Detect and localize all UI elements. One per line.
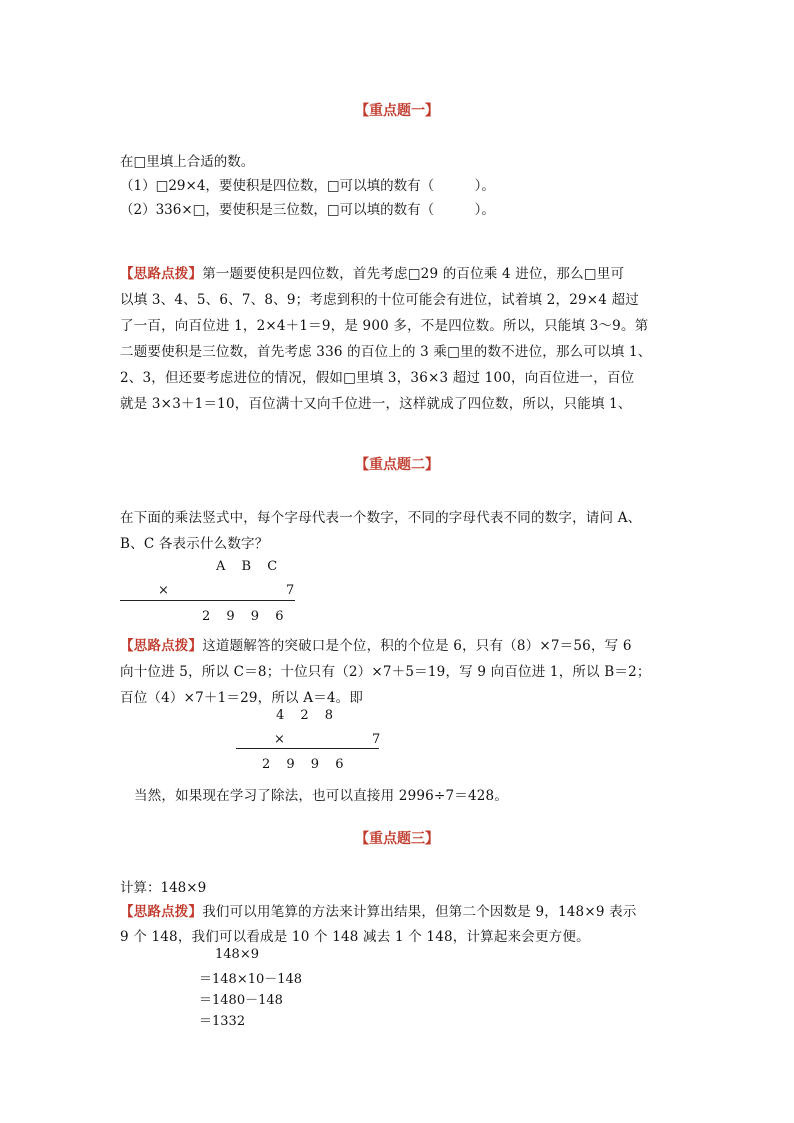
s1-hint-line-3: 了一百，向百位进 1，2×4＋1＝9，是 900 多，不是四位数。所以，只能填 3～9。第	[120, 318, 649, 334]
s2-hint-line-3: 百位（4）×7＋1＝29，所以 A＝4。即	[120, 690, 364, 706]
section-heading-1: 【重点题一】	[355, 103, 439, 119]
section-heading-3: 【重点题三】	[355, 831, 439, 847]
s2-question-line-1: 在下面的乘法竖式中，每个字母代表一个数字，不同的字母代表不同的数字，请问 A、	[120, 510, 642, 526]
s3-calc-line-4: ＝1332	[199, 1014, 246, 1029]
s3-calc-line-2: ＝148×10－148	[199, 972, 303, 987]
s3-calc-line-1: 148×9	[215, 947, 259, 962]
s1-hint-line-4: 二题要使积是三位数，首先考虑 336 的百位上的 3 乘□里的数不进位，那么可以填 1、	[120, 344, 652, 360]
s1-hint-line-6: 就是 3×3＋1＝10，百位满十又向千位进一，这样就成了四位数，所以，只能填 1、	[120, 396, 632, 412]
s2-multiplicand: A B C	[216, 559, 284, 574]
s3-hint-line-1: 【思路点拨】我们可以用笔算的方法来计算出结果，但第二个因数是 9，148×9 表示	[120, 904, 637, 920]
s3-question: 计算：148×9	[120, 880, 207, 896]
hint-tag: 【思路点拨】	[120, 266, 203, 282]
s1-hint-line-1: 【思路点拨】第一题要使积是四位数，首先考虑□29 的百位乘 4 进位，那么□里可	[120, 266, 625, 282]
s2-answer-times-sign: ×	[274, 732, 285, 747]
s2-hint-line-1: 【思路点拨】这道题解答的突破口是个位，积的个位是 6，只有（8）×7＝56，写 6	[120, 638, 632, 654]
s1-hint-line-2: 以填 3、4、5、6、7、8、9；考虑到积的十位可能会有进位，试着填 2，29×4 超过	[120, 292, 639, 308]
s2-answer-multiplicand: 4 2 8	[276, 708, 340, 723]
s3-hint-line-2: 9 个 148，我们可以看成是 10 个 148 减去 1 个 148，计算起来会更方便。	[120, 929, 590, 945]
s2-multiplier: 7	[286, 583, 295, 598]
s1-question-2: （2）336×□，要使积是三位数，□可以填的数有（ ）。	[120, 202, 495, 218]
s2-puzzle-rule	[120, 600, 295, 601]
s2-hint-line-2: 向十位进 5，所以 C＝8；十位只有（2）×7＋5＝19，写 9 向百位进 1，所以 B＝2；	[120, 664, 651, 680]
s2-question-line-2: B、C 各表示什么数字？	[120, 536, 269, 552]
s2-answer-rule	[236, 748, 379, 749]
s1-intro: 在□里填上合适的数。	[120, 154, 255, 170]
section-heading-2: 【重点题二】	[355, 457, 439, 473]
s3-calc-line-3: ＝1480－148	[199, 993, 283, 1008]
s2-answer-multiplier: 7	[372, 732, 381, 747]
s2-product: 2 9 9 6	[202, 609, 290, 624]
s2-answer-product: 2 9 9 6	[262, 757, 350, 772]
s1-question-1: （1）□29×4，要使积是四位数，□可以填的数有（ ）。	[120, 178, 495, 194]
s1-hint-line-5: 2、3，但还要考虑进位的情况，假如□里填 3，36×3 超过 100，向百位进一，百位	[120, 370, 635, 386]
s2-note: 当然，如果现在学习了除法，也可以直接用 2996÷7＝428。	[134, 788, 509, 804]
s2-times-sign: ×	[158, 583, 169, 598]
